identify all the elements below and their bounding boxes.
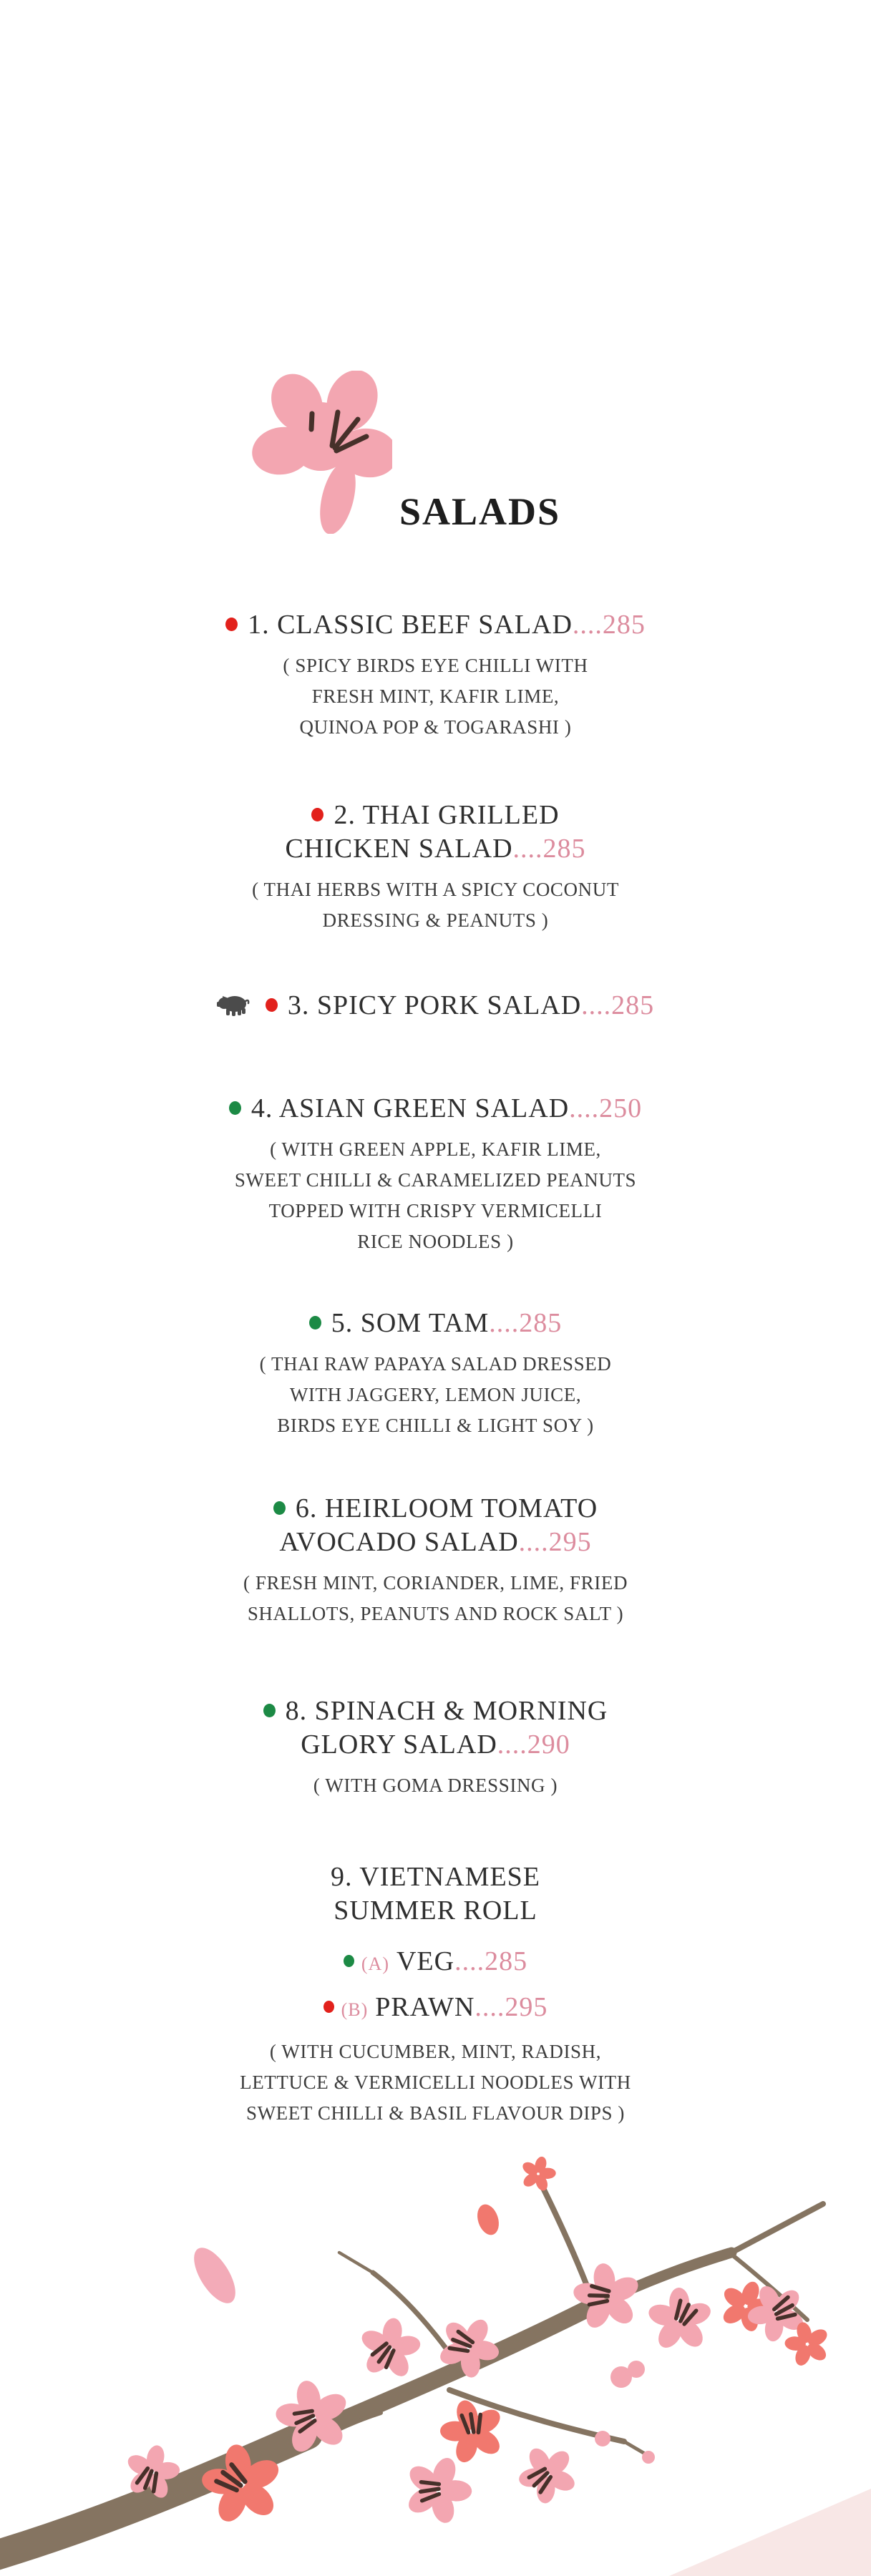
variant-prawn: (B) PRAWN....295 — [0, 1991, 871, 2026]
item-description: ( FRESH MINT, CORIANDER, LIME, FRIED SHALLOTS, PEANUTS AND ROCK SALT ) — [243, 1572, 628, 1624]
item-description: ( WITH GOMA DRESSING ) — [313, 1775, 558, 1796]
page-title: SALADS — [399, 490, 561, 533]
item-description: ( THAI HERBS WITH A SPICY COCONUT DRESSING & PEANUTS ) — [252, 879, 619, 931]
veg-bullet-icon — [309, 1316, 321, 1330]
menu-item-vietnamese-summer-roll — [0, 1860, 871, 2129]
non-veg-bullet-icon — [323, 2001, 334, 2013]
falling-petal — [186, 2241, 244, 2310]
item-title-line2: GLORY SALAD....290 — [301, 1729, 570, 1760]
item-price: ....285 — [572, 610, 646, 640]
item-price: ....295 — [518, 1527, 592, 1557]
corner-wedge — [669, 2489, 871, 2576]
item-description: ( THAI RAW PAPAYA SALAD DRESSED WITH JAGGERY, LEMON JUICE, BIRDS EYE CHILLI & LIGHT SOY ) — [259, 1353, 612, 1436]
item-title: 6. HEIRLOOM TOMATO — [0, 1492, 871, 1526]
item-title-line2: SUMMER ROLL — [334, 1896, 537, 1926]
menu-item-som-tam — [0, 1307, 871, 1441]
cherry-blossom-icon — [252, 371, 392, 534]
menu-item-spicy-pork-salad — [0, 989, 871, 1023]
menu-item-spinach-morning-glory-salad — [0, 1694, 871, 1801]
cherry-blossom-branch-illustration — [0, 2132, 871, 2576]
veg-bullet-icon — [263, 1704, 276, 1717]
menu-item-thai-grilled-chicken-salad — [0, 799, 871, 936]
item-title: 9. VIETNAMESE — [330, 1862, 541, 1892]
item-price: ....290 — [497, 1729, 570, 1760]
variant-price: ....295 — [475, 1992, 548, 2022]
item-price: ....285 — [581, 990, 655, 1020]
item-title: 3. SPICY PORK SALAD....285 — [0, 989, 871, 1023]
non-veg-bullet-icon — [311, 808, 323, 821]
veg-bullet-icon — [273, 1501, 286, 1515]
pig-icon — [217, 993, 250, 1016]
menu-item-heirloom-tomato-avocado-salad — [0, 1492, 871, 1629]
item-price: ....285 — [489, 1308, 563, 1338]
item-description: ( WITH GREEN APPLE, KAFIR LIME, SWEET CHILLI & CARAMELIZED PEANUTS TOPPED WITH CRISPY VERMICELLI RICE NOODLES ) — [234, 1138, 637, 1252]
item-title-line2: AVOCADO SALAD....295 — [279, 1527, 592, 1557]
menu-item-asian-green-salad — [0, 1092, 871, 1257]
item-description: ( SPICY BIRDS EYE CHILLI WITH FRESH MINT, KAFIR LIME, QUINOA POP & TOGARASHI ) — [283, 655, 588, 738]
variant-veg: (A) VEG....285 — [0, 1945, 871, 1981]
item-title: 4. ASIAN GREEN SALAD....250 — [0, 1092, 871, 1126]
menu-list — [0, 608, 871, 2129]
item-title: 8. SPINACH & MORNING — [0, 1694, 871, 1728]
section-header — [252, 371, 560, 534]
non-veg-bullet-icon — [266, 998, 278, 1012]
non-veg-bullet-icon — [225, 618, 238, 631]
menu-item-classic-beef-salad — [0, 608, 871, 743]
veg-bullet-icon — [344, 1955, 354, 1967]
item-title-line2: CHICKEN SALAD....285 — [285, 834, 586, 864]
item-title: 5. SOM TAM....285 — [0, 1307, 871, 1340]
item-title: 2. THAI GRILLED — [0, 799, 871, 832]
veg-bullet-icon — [229, 1101, 241, 1115]
item-description: ( WITH CUCUMBER, MINT, RADISH, LETTUCE & VERMICELLI NOODLES WITH SWEET CHILLI & BASIL FLAVOUR DIPS ) — [240, 2041, 631, 2124]
item-title: 1. CLASSIC BEEF SALAD....285 — [0, 608, 871, 642]
item-price: ....285 — [512, 834, 586, 864]
variant-price: ....285 — [454, 1946, 528, 1976]
item-price: ....250 — [569, 1093, 643, 1123]
item-variants — [0, 1945, 871, 2026]
